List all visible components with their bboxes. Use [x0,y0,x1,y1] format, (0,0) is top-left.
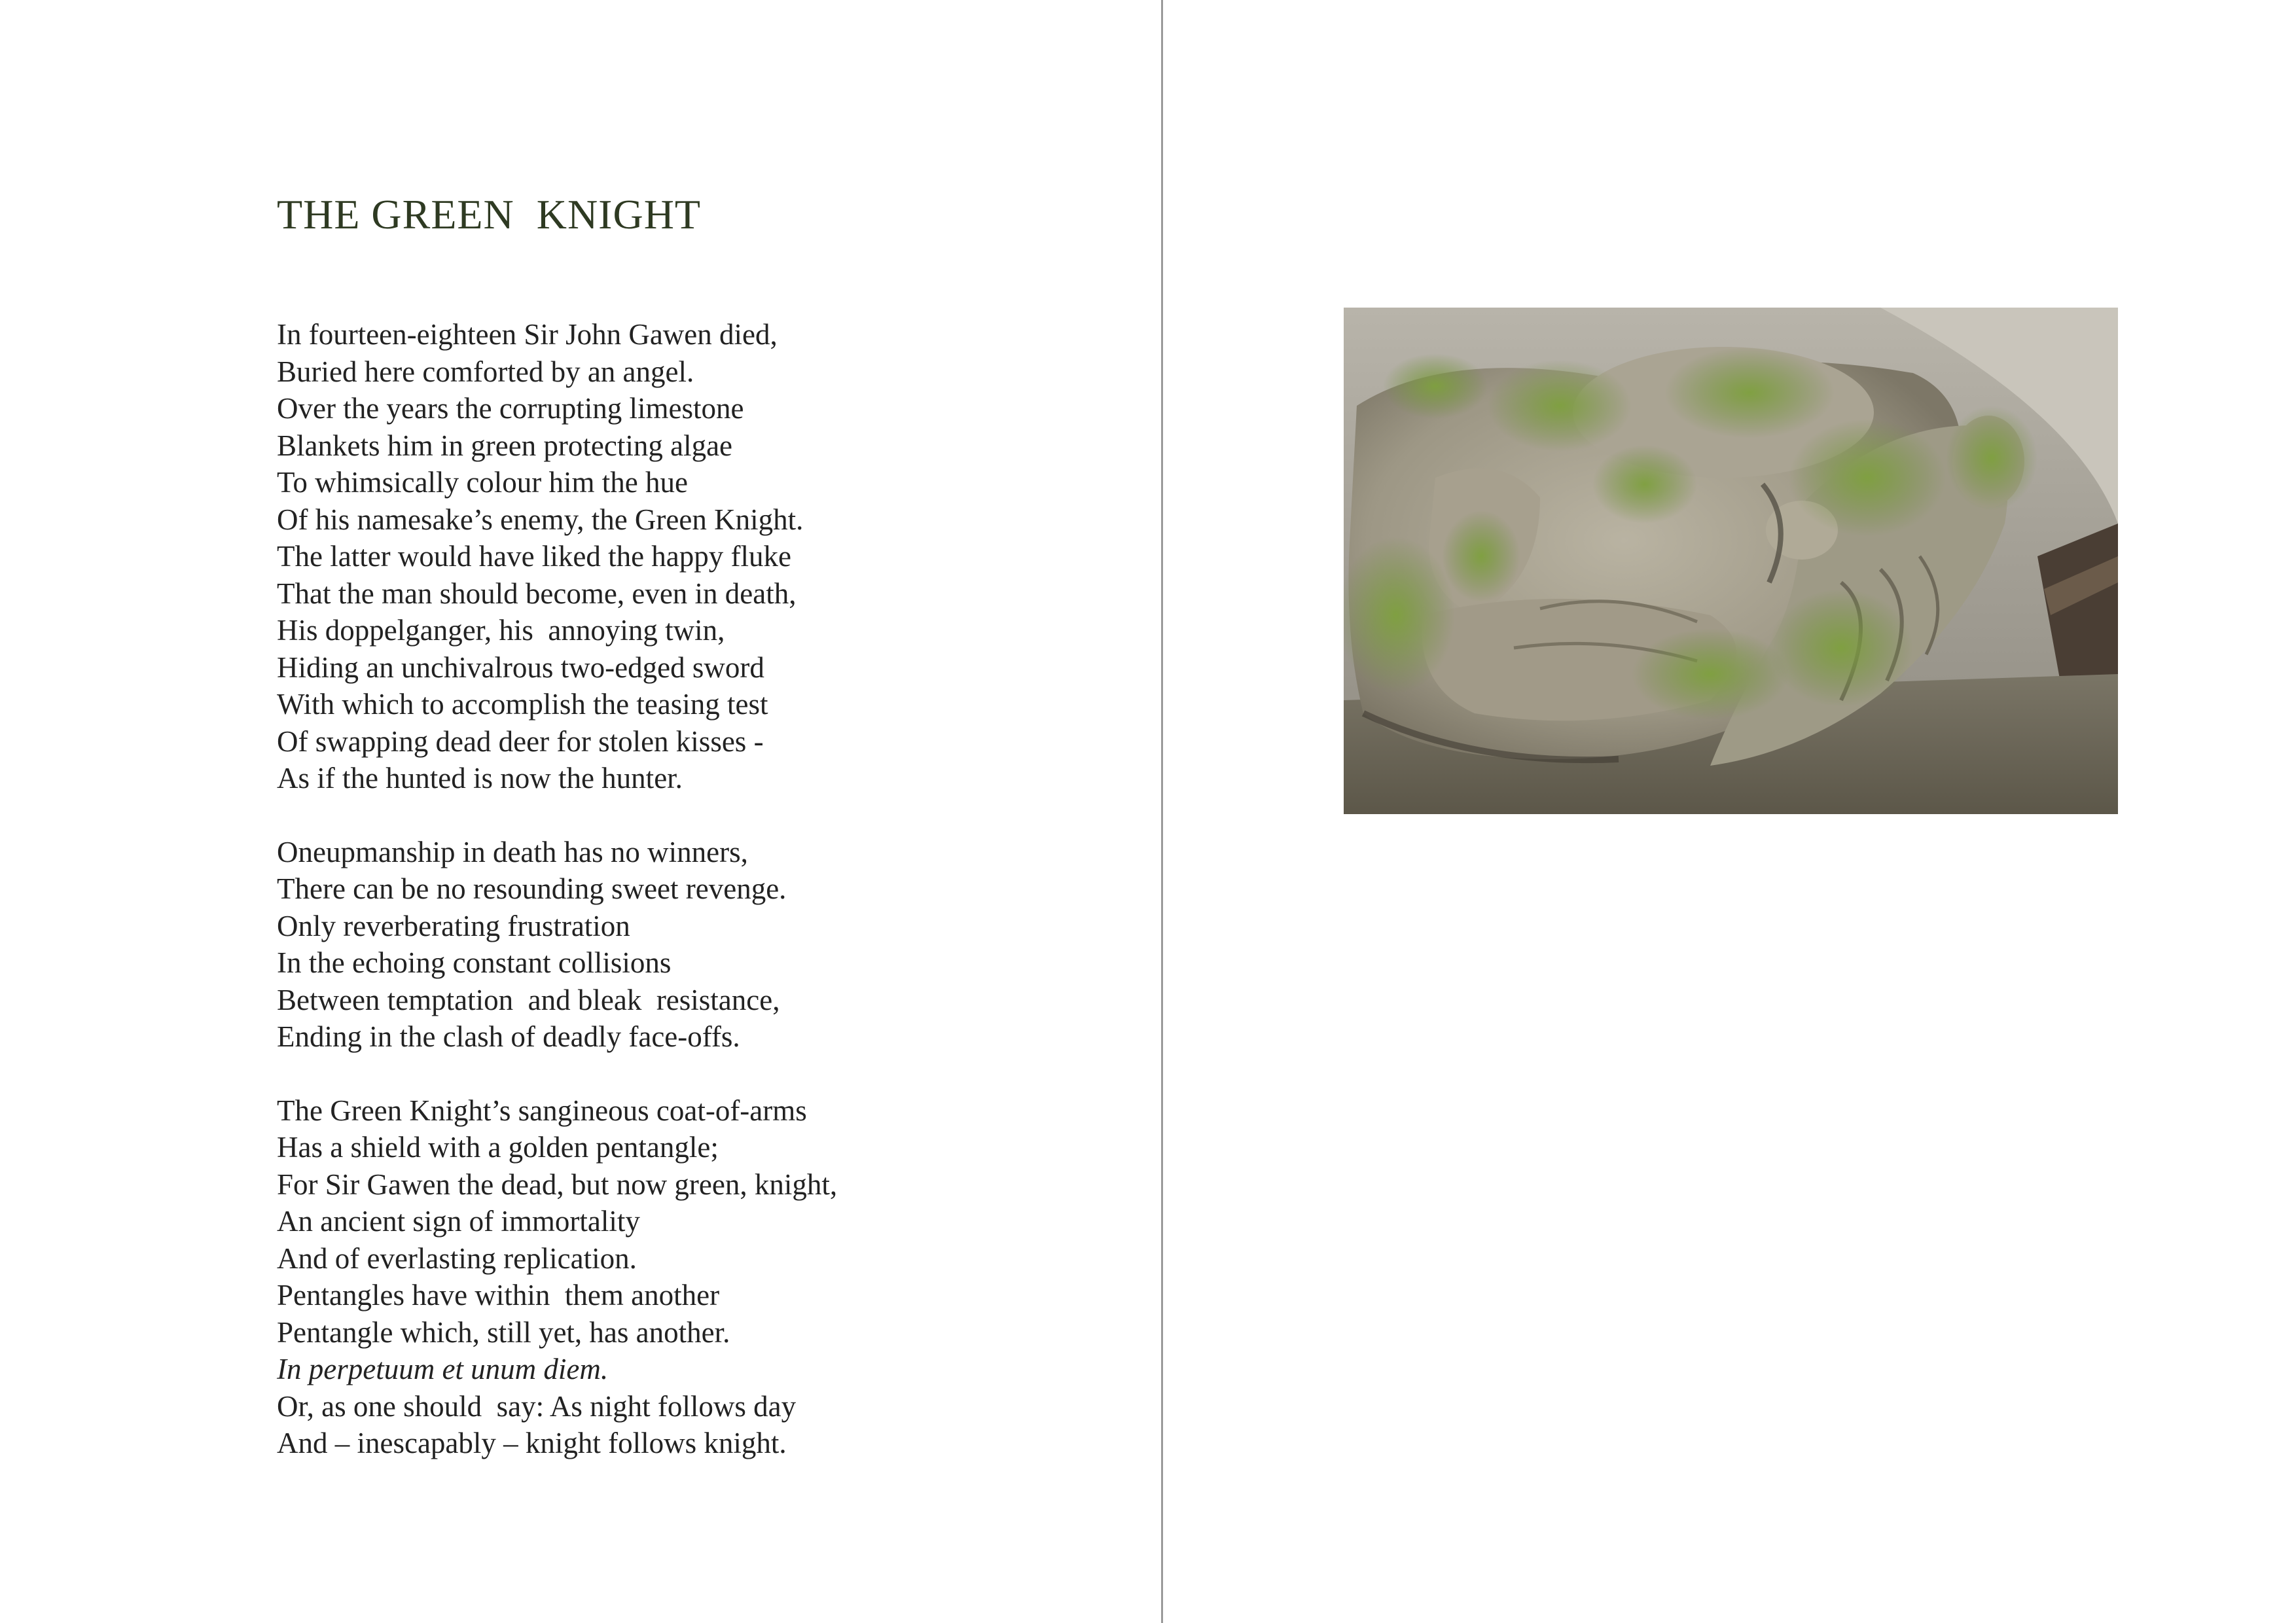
poem-line: In the echoing constant collisions [277,946,672,979]
poem-line: Only reverberating frustration [277,909,630,942]
poem-body [277,316,1128,1499]
poem-line: Between temptation and bleak resistance, [277,983,780,1016]
poem-line: For Sir Gawen the dead, but now green, knight, [277,1168,838,1201]
poem-stanza [277,1092,1128,1462]
poem-line: Has a shield with a golden pentangle; [277,1131,719,1164]
poem-line: Ending in the clash of deadly face-offs. [277,1020,740,1053]
poem-line: Hiding an unchivalrous two-edged sword [277,651,764,684]
poem-line: The latter would have liked the happy fluke [277,540,791,573]
poem-stanza [277,316,1128,797]
poem-line: And – inescapably – knight follows knight. [277,1427,787,1459]
poem-line: To whimsically colour him the hue [277,466,688,499]
poem-line: Of swapping dead deer for stolen kisses - [277,724,764,758]
poem-line: As if the hunted is now the hunter. [277,762,683,794]
poem-line: In perpetuum et unum diem. [277,1353,609,1385]
tomb-effigy-photo [1344,308,2118,814]
poem-line: Over the years the corrupting limestone [277,392,744,425]
poem-line: And of everlasting replication. [277,1241,637,1275]
poem-line: Buried here comforted by an angel. [277,355,694,388]
poem-line: Blankets him in green protecting algae [277,429,733,462]
poem-title: THE GREEN KNIGHT [277,191,701,238]
poem-line: Pentangle which, still yet, has another. [277,1315,730,1349]
poem-line: Or, as one should say: As night follows day [277,1389,797,1423]
poem-line: An ancient sign of immortality [277,1205,640,1238]
poem-line: Pentangles have within them another [277,1279,720,1311]
poem-line: There can be no resounding sweet revenge. [277,872,787,905]
poem-line: With which to accomplish the teasing test [277,688,768,721]
poem-line: That the man should become, even in death, [277,577,797,610]
poem-line: The Green Knight’s sangineous coat-of-arms [277,1094,807,1127]
poem-line: His doppelganger, his annoying twin, [277,614,725,647]
poem-stanza [277,834,1128,1056]
poem-line: Oneupmanship in death has no winners, [277,835,748,868]
poem-line: In fourteen-eighteen Sir John Gawen died, [277,318,778,351]
poem-line: Of his namesake’s enemy, the Green Knight. [277,503,804,536]
